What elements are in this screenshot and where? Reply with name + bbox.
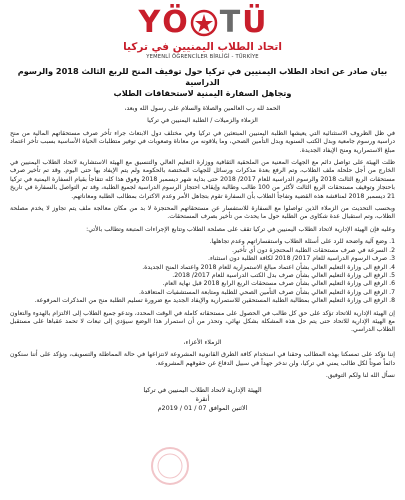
org-name-arabic: اتحاد الطلاب اليمنيين في تركيا (123, 41, 282, 53)
paragraph-1: في ظل الظروف الاستثنائية التي يعيشها الطلبة اليمنيين المبتعثين في تركيا وفي مختلف دول الابتعاث جراء تأخر صرف مستحقاتهم المالية من منح دراسية ورسوم جامعية وبدل الكتب السنوية وبدل التأمين الصحي، وما يلاقونه من معاناة وصعوبات في توفير متطلبات الحياة الأساسية بسبب تأخر اعتماد مبلغ الاستمرارية ومنح الإيفاد الجديدة. (10, 129, 395, 154)
logo-letter-t: T (219, 5, 241, 40)
signatory: الهيئة الإدارية لاتحاد الطلاب اليمنيين في تركيا (143, 386, 262, 395)
statement-body (10, 105, 395, 380)
paragraph-2: ظلت الهيئة على تواصل دائم مع الجهات المعنية من الملحقية الثقافية ووزارة التعليم العالي والتنسيق مع الهيئة الاستشارية لاتحاد الطلاب اليمنيين في الخارج من أجل حلحلة ملف الطلاب، وتم الرفع بعدة مذكرات ورسائل للجهات المختصة بالحكومة ولم يتم الإيفاد بها حتى اليوم. وقد تم تأخير صرف مستحقات الربع الثالث 2018 والرسوم الدراسية للعام 2017/ 2018 حتى بداية شهر ديسمبر 2018 وفوق هذا كله تتفاجأ بقيام السفارة اليمنية في تركيا باحتجاز وتوقيف مستحقات الربع الثالث لأكثر من 100 طالب وطالبة وإيقاف احتجاز الرسوم الدراسية لجميع الطلبة، وقد تم التواصل بالسفارة في تاريخ 21 ديسمبر 2018 لمناقشة هذه القضية وتفاجأ الطلاب بأن السفارة تقوم بتجاهل الأمر وعدم الاكتراث بمطالب الطلبة ومعاناتهم. (10, 159, 395, 200)
demand-item: 5. الرفع الى وزارة التعليم العالي بشأن صرف بدل الكتب الدراسية للعام 2017/ 2018. (172, 271, 395, 279)
final-paragraph: إننا نؤكد على تمسكنا بهذه المطالب وحقنا في استخدام كافة الطرق القانونية المشروعة لانتزاعها في حالة المماطلة والتسويف، ونؤكد على أننا سنكون دائماً صوتاً لكل طالب يمني في تركيا، ولن ندخر جهداً في سبيل الدفاع عن حقوقهم المشروعة. (10, 351, 395, 367)
paragraph-3: وبحسب التحديث من الزملاء الذين تواصلوا مع السفارة للاستفسار عن مستحقاتهم المحتجزة لا بد من مكان معالجة ملف يتم تجاوز لا يخدم مصلحة الطلاب، وتم استقبال عدة شكاوى من الطلبة حول ما يحدث من تأخير بصرف المستحقات. (10, 205, 395, 221)
demand-item: 4. الرفع الى وزارة التعليم العالي بشأن اعتماد مبالغ الاستمرارية للعام 2018 واعتماد المنح الجديدة. (142, 263, 395, 271)
title-line-2: وتجاهل السفارة اليمنية لاستحقاقات الطلاب (113, 88, 292, 98)
signature-date: الاثنين الموافق 07 / 01 / 2019م (157, 403, 248, 412)
demands-list (10, 238, 395, 305)
statement-title (10, 66, 395, 99)
org-logo (138, 6, 266, 40)
signature-block (10, 386, 395, 412)
signature-city: أنقرة (195, 394, 210, 403)
closing-paragraph: إن الهيئة الإدارية للاتحاد تؤكد على حق كل طالب في الحصول على مستحقاته كاملة في الوقت المحدد، وتدعو جميع الطلاب إلى الالتزام بالهدوء والتعاون مع الهيئة الإدارية للاتحاد حتى يتم حل هذه المشكلة بشكل نهائي، وتحذر من أن استمرار هذا الوضع سيؤدي إلى تبعات لا تحمد عقباها على مستقبل الطلاب الدراسي. (10, 309, 395, 334)
demand-item: 6. الرفع الى وزارة التعليم العالي بشأن صرف مستحقات الربع الرابع 2018 قبل نهاية العام. (162, 280, 395, 288)
demand-item: 1. وضع آلية واضحة للرد على أسئلة الطلاب واستفساراتهم وعدم تجاهلها. (209, 238, 395, 246)
demand-item: 8. الرفع الى وزارة التعليم العالي بمطالبة الطلبة المستحقين للاستمرارية والإيفاد الجديد مع ضرورة تسليم الطلبة منح من المذكرات المرفوعة. (34, 297, 395, 305)
demand-item: 3. صرف الرسوم الدراسية للعام 2017/ 2018 لكافة الطلبة دون استثناء. (208, 255, 395, 263)
stamp-icon (150, 446, 190, 486)
salutation: الزملاء الأعزاء، (183, 338, 222, 346)
addressee: الزملاء والزميلات / الطلبة اليمنيين في تركيا (147, 117, 258, 125)
emblem-icon (190, 9, 218, 37)
logo-letter-u: Ü (242, 5, 267, 40)
letterhead (10, 6, 395, 60)
opening-praise: الحمد لله رب العالمين والصلاة والسلام على رسول الله وبعد، (124, 105, 281, 112)
demand-item: 7. الرفع الى وزارة التعليم العالي بشأن صرف التأمين الصحي للطلبة ومتابعة المستشفيات المتعاقدة. (138, 288, 395, 296)
title-line-1: بيان صادر عن اتحاد الطلاب اليمنيين في تركيا حول توقيف المنح للربع الثالث 2018 والرسوم الدراسية (17, 66, 388, 87)
paragraph-4: وعليه فإن الهيئة الإدارية لاتحاد الطلاب اليمنيين في تركيا تقف على مصلحة الطلاب وتتابع الإجراءات المتبعة وتطالب بالأتي: (86, 225, 395, 233)
demand-item: 2. السرعة في صرف مستحقات الطلبة المحتجزة دون أي تأخير. (231, 246, 395, 254)
org-name-english: YEMENLİ ÖĞRENCİLER BİRLİĞİ - TÜRKİYE (146, 54, 259, 60)
logo-letter-y: Y (138, 5, 161, 40)
logo-letter-o: Ö (162, 5, 188, 40)
closing-wish: نسأل الله لنا ولكم التوفيق. (325, 371, 395, 379)
